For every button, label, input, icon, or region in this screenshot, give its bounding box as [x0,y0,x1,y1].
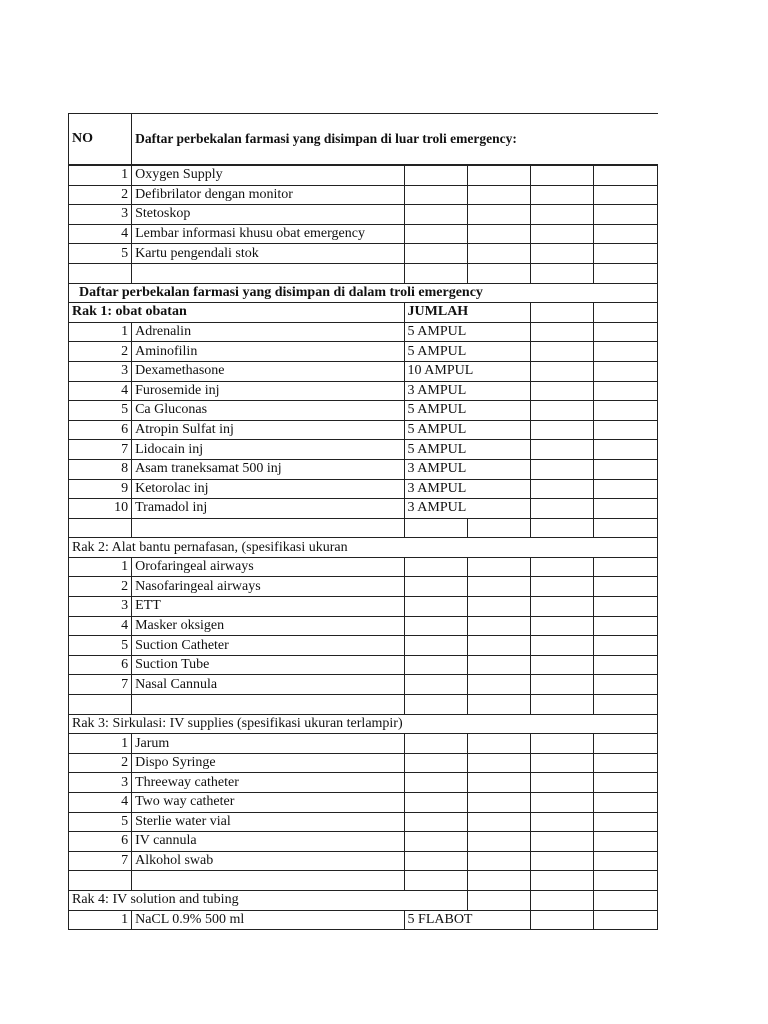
item-row [69,342,658,362]
empty-cell[interactable] [593,224,657,244]
empty-cell[interactable] [404,577,467,597]
item-name[interactable]: Stetoskop [132,205,404,225]
item-row [69,793,658,813]
empty-cell[interactable] [530,753,593,773]
item-number[interactable]: 5 [69,812,132,832]
item-name[interactable]: Nasal Cannula [132,675,404,695]
empty-cell[interactable] [530,518,593,538]
empty-cell[interactable] [530,793,593,813]
item-name[interactable]: Ketorolac inj [132,479,404,499]
empty-cell[interactable] [467,557,530,577]
empty-cell[interactable] [593,420,657,440]
section-row-rak2 [69,538,658,558]
empty-cell[interactable] [530,890,593,910]
empty-cell[interactable] [593,890,657,910]
outside-list-title[interactable]: Daftar perbekalan farmasi yang disimpan di luar troli emergency: [132,114,658,166]
item-name[interactable]: Dispo Syringe [132,753,404,773]
empty-cell[interactable] [593,616,657,636]
empty-cell[interactable] [404,636,467,656]
item-number[interactable]: 2 [69,185,132,205]
empty-cell[interactable] [530,361,593,381]
empty-cell[interactable] [530,557,593,577]
item-row [69,224,658,244]
empty-cell[interactable] [593,263,657,283]
empty-cell[interactable] [404,695,467,715]
empty-cell[interactable] [530,420,593,440]
item-row [69,244,658,264]
item-number[interactable]: 6 [69,655,132,675]
empty-cell[interactable] [467,675,530,695]
blank-row [69,263,658,283]
item-number[interactable]: 2 [69,577,132,597]
empty-cell[interactable] [404,597,467,617]
empty-cell[interactable] [467,890,530,910]
empty-cell[interactable] [530,322,593,342]
item-number[interactable]: 4 [69,793,132,813]
empty-cell[interactable] [593,655,657,675]
empty-cell[interactable] [69,518,132,538]
item-name[interactable]: Oxygen Supply [132,165,404,185]
empty-cell[interactable] [467,597,530,617]
empty-cell[interactable] [593,675,657,695]
item-name[interactable]: Furosemide inj [132,381,404,401]
item-row [69,322,658,342]
rak4-label[interactable]: Rak 4: IV solution and tubing [69,890,468,910]
empty-cell[interactable] [404,263,467,283]
empty-cell[interactable] [530,459,593,479]
empty-cell[interactable] [404,851,467,871]
item-row [69,381,658,401]
item-name[interactable]: NaCL 0.9% 500 ml [132,910,404,930]
item-number[interactable]: 5 [69,636,132,656]
empty-cell[interactable] [404,773,467,793]
empty-cell[interactable] [593,773,657,793]
section-row-rak1 [69,303,658,323]
item-row [69,773,658,793]
item-quantity[interactable]: 5 AMPUL [404,322,530,342]
rak1-label[interactable]: Rak 1: obat obatan [69,303,405,323]
item-row [69,832,658,852]
empty-cell[interactable] [69,871,132,891]
item-number[interactable]: 2 [69,753,132,773]
empty-cell[interactable] [530,401,593,421]
item-row [69,812,658,832]
blank-row [69,871,658,891]
empty-cell[interactable] [467,577,530,597]
rak2-label[interactable]: Rak 2: Alat bantu pernafasan, (spesifikasi ukuran [69,538,658,558]
empty-cell[interactable] [530,851,593,871]
item-row [69,499,658,519]
empty-cell[interactable] [530,597,593,617]
empty-cell[interactable] [530,910,593,930]
empty-cell[interactable] [467,263,530,283]
item-name[interactable]: Threeway catheter [132,773,404,793]
empty-cell[interactable] [593,381,657,401]
empty-cell[interactable] [467,851,530,871]
item-name[interactable]: Two way catheter [132,793,404,813]
item-number[interactable]: 5 [69,244,132,264]
item-row [69,479,658,499]
item-row [69,165,658,185]
item-number[interactable]: 2 [69,342,132,362]
empty-cell[interactable] [467,793,530,813]
empty-cell[interactable] [530,205,593,225]
empty-cell[interactable] [593,636,657,656]
item-row [69,851,658,871]
item-number[interactable]: 7 [69,440,132,460]
empty-cell[interactable] [593,205,657,225]
emergency-trolley-table [68,113,658,930]
item-row [69,557,658,577]
empty-cell[interactable] [404,871,467,891]
item-number[interactable]: 4 [69,224,132,244]
empty-cell[interactable] [132,695,404,715]
empty-cell[interactable] [593,851,657,871]
item-number[interactable]: 10 [69,499,132,519]
empty-cell[interactable] [530,773,593,793]
empty-cell[interactable] [467,734,530,754]
empty-cell[interactable] [467,518,530,538]
empty-cell[interactable] [132,518,404,538]
column-no-header[interactable]: NO [69,114,132,166]
empty-cell[interactable] [593,577,657,597]
item-number[interactable]: 1 [69,734,132,754]
empty-cell[interactable] [404,185,467,205]
empty-cell[interactable] [530,185,593,205]
item-number[interactable]: 8 [69,459,132,479]
item-name[interactable]: ETT [132,597,404,617]
empty-cell[interactable] [593,518,657,538]
empty-cell[interactable] [530,832,593,852]
item-number[interactable]: 1 [69,165,132,185]
empty-cell[interactable] [593,499,657,519]
empty-cell[interactable] [530,244,593,264]
empty-cell[interactable] [593,479,657,499]
empty-cell[interactable] [530,263,593,283]
item-row [69,636,658,656]
item-number[interactable]: 4 [69,616,132,636]
item-number[interactable]: 6 [69,832,132,852]
item-row [69,185,658,205]
header-row [69,114,658,166]
empty-cell[interactable] [530,342,593,362]
quantity-header[interactable]: JUMLAH [404,303,530,323]
item-number[interactable]: 1 [69,910,132,930]
item-number[interactable]: 5 [69,401,132,421]
empty-cell[interactable] [593,165,657,185]
empty-cell[interactable] [530,479,593,499]
item-quantity[interactable]: 5 AMPUL [404,401,530,421]
empty-cell[interactable] [404,224,467,244]
item-row [69,655,658,675]
item-row [69,361,658,381]
empty-cell[interactable] [467,832,530,852]
empty-cell[interactable] [593,871,657,891]
empty-cell[interactable] [467,871,530,891]
empty-cell[interactable] [530,303,593,323]
empty-cell[interactable] [593,185,657,205]
item-row [69,910,658,930]
empty-cell[interactable] [593,734,657,754]
empty-cell[interactable] [593,832,657,852]
item-name[interactable]: Atropin Sulfat inj [132,420,404,440]
item-number[interactable]: 3 [69,361,132,381]
empty-cell[interactable] [593,322,657,342]
item-quantity[interactable]: 5 FLABOT [404,910,530,930]
inside-title-row [69,283,658,303]
empty-cell[interactable] [593,793,657,813]
item-name[interactable]: Nasofaringeal airways [132,577,404,597]
item-row [69,577,658,597]
item-number[interactable]: 3 [69,773,132,793]
item-number[interactable]: 6 [69,420,132,440]
empty-cell[interactable] [69,695,132,715]
empty-cell[interactable] [467,812,530,832]
empty-cell[interactable] [467,205,530,225]
empty-cell[interactable] [530,616,593,636]
empty-cell[interactable] [404,616,467,636]
empty-cell[interactable] [593,361,657,381]
item-name[interactable]: Aminofilin [132,342,404,362]
empty-cell[interactable] [404,205,467,225]
item-name[interactable]: Asam traneksamat 500 inj [132,459,404,479]
item-name[interactable]: Defibrilator dengan monitor [132,185,404,205]
empty-cell[interactable] [530,734,593,754]
item-name[interactable]: IV cannula [132,832,404,852]
item-number[interactable]: 1 [69,322,132,342]
empty-cell[interactable] [132,871,404,891]
item-name[interactable]: Alkohol swab [132,851,404,871]
inside-list-title[interactable]: Daftar perbekalan farmasi yang disimpan di dalam troli emergency [69,283,658,303]
empty-cell[interactable] [593,910,657,930]
item-name[interactable]: Lidocain inj [132,440,404,460]
empty-cell[interactable] [467,636,530,656]
item-quantity[interactable]: 3 AMPUL [404,381,530,401]
empty-cell[interactable] [404,518,467,538]
empty-cell[interactable] [404,832,467,852]
item-row [69,440,658,460]
empty-cell[interactable] [530,636,593,656]
item-quantity[interactable]: 3 AMPUL [404,499,530,519]
item-quantity[interactable]: 5 AMPUL [404,440,530,460]
empty-cell[interactable] [530,381,593,401]
empty-cell[interactable] [593,812,657,832]
item-quantity[interactable]: 10 AMPUL [404,361,530,381]
item-number[interactable]: 3 [69,205,132,225]
empty-cell[interactable] [530,440,593,460]
empty-cell[interactable] [467,165,530,185]
blank-row [69,695,658,715]
item-row [69,401,658,421]
item-name[interactable]: Masker oksigen [132,616,404,636]
empty-cell[interactable] [404,557,467,577]
empty-cell[interactable] [467,773,530,793]
empty-cell[interactable] [530,871,593,891]
item-name[interactable]: Lembar informasi khusu obat emergency [132,224,404,244]
empty-cell[interactable] [593,753,657,773]
empty-cell[interactable] [593,244,657,264]
empty-cell[interactable] [132,263,404,283]
item-name[interactable]: Sterlie water vial [132,812,404,832]
item-row [69,459,658,479]
empty-cell[interactable] [530,499,593,519]
empty-cell[interactable] [404,753,467,773]
item-number[interactable]: 9 [69,479,132,499]
empty-cell[interactable] [530,812,593,832]
item-row [69,597,658,617]
empty-cell[interactable] [404,812,467,832]
item-quantity[interactable]: 3 AMPUL [404,479,530,499]
empty-cell[interactable] [530,577,593,597]
item-name[interactable]: Jarum [132,734,404,754]
item-number[interactable]: 3 [69,597,132,617]
empty-cell[interactable] [467,244,530,264]
empty-cell[interactable] [467,753,530,773]
item-quantity[interactable]: 5 AMPUL [404,420,530,440]
empty-cell[interactable] [404,244,467,264]
empty-cell[interactable] [593,597,657,617]
item-row [69,734,658,754]
empty-cell[interactable] [593,695,657,715]
empty-cell[interactable] [404,675,467,695]
item-row [69,753,658,773]
empty-cell[interactable] [530,165,593,185]
empty-cell[interactable] [530,655,593,675]
empty-cell[interactable] [467,616,530,636]
item-number[interactable]: 7 [69,851,132,871]
item-name[interactable]: Suction Catheter [132,636,404,656]
empty-cell[interactable] [593,459,657,479]
item-number[interactable]: 7 [69,675,132,695]
empty-cell[interactable] [467,224,530,244]
item-row [69,205,658,225]
item-name[interactable]: Orofaringeal airways [132,557,404,577]
empty-cell[interactable] [530,695,593,715]
item-quantity[interactable]: 3 AMPUL [404,459,530,479]
empty-cell[interactable] [530,675,593,695]
empty-cell[interactable] [467,655,530,675]
item-number[interactable]: 4 [69,381,132,401]
empty-cell[interactable] [593,342,657,362]
section-row-rak4 [69,890,658,910]
item-name[interactable]: Tramadol inj [132,499,404,519]
empty-cell[interactable] [593,440,657,460]
item-row [69,420,658,440]
item-quantity[interactable]: 5 AMPUL [404,342,530,362]
empty-cell[interactable] [593,303,657,323]
empty-cell[interactable] [404,734,467,754]
item-row [69,616,658,636]
empty-cell[interactable] [404,793,467,813]
empty-cell[interactable] [530,224,593,244]
item-row [69,675,658,695]
empty-cell[interactable] [593,557,657,577]
item-name[interactable]: Adrenalin [132,322,404,342]
item-number[interactable]: 1 [69,557,132,577]
blank-row [69,518,658,538]
rak3-label[interactable]: Rak 3: Sirkulasi: IV supplies (spesifikasi ukuran terlampir) [69,714,658,734]
empty-cell[interactable] [467,695,530,715]
item-name[interactable]: Dexamethasone [132,361,404,381]
item-name[interactable]: Ca Gluconas [132,401,404,421]
empty-cell[interactable] [404,655,467,675]
section-row-rak3 [69,714,658,734]
empty-cell[interactable] [69,263,132,283]
item-name[interactable]: Kartu pengendali stok [132,244,404,264]
empty-cell[interactable] [593,401,657,421]
item-name[interactable]: Suction Tube [132,655,404,675]
empty-cell[interactable] [404,165,467,185]
empty-cell[interactable] [467,185,530,205]
